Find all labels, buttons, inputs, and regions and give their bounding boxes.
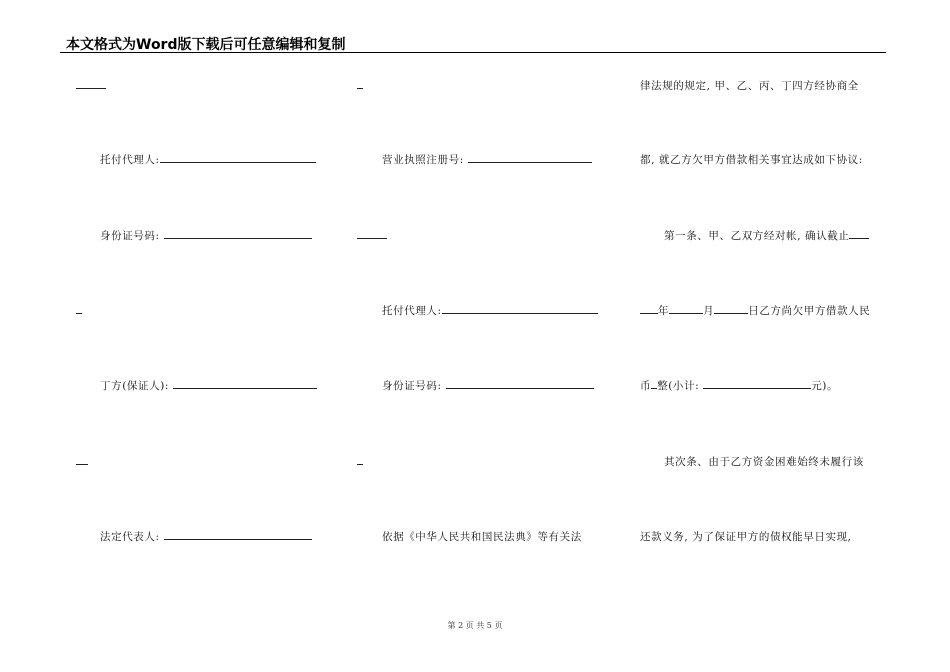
license-field <box>382 152 592 167</box>
day-blank <box>714 303 748 314</box>
year-blank <box>640 303 658 314</box>
agent-label: 托付代理人: <box>100 154 160 166</box>
blank-line <box>76 78 106 92</box>
date-line <box>640 303 870 318</box>
party-d-blank <box>173 378 317 389</box>
id-label: 身份证号码: <box>382 380 442 392</box>
month-label: 月 <box>703 305 715 317</box>
party-d-label: 丁方(保证人): <box>100 380 170 392</box>
license-label: 营业执照注册号: <box>382 154 464 166</box>
month-blank <box>669 303 703 314</box>
license-blank <box>468 152 592 163</box>
page-number: 第 2 页 共 5 页 <box>447 621 503 630</box>
agent-field <box>382 303 598 318</box>
blank-line <box>357 78 363 92</box>
party-d-field <box>100 378 317 393</box>
yuan-label: 元)。 <box>811 380 839 392</box>
article-2-line: 其次条、由于乙方资金困难始终未履行该 <box>664 456 864 468</box>
agent-field <box>100 152 316 167</box>
page-header-title: 本文格式为Word版下载后可任意编辑和复制 <box>66 37 346 53</box>
id-field <box>100 228 312 243</box>
blank-line <box>76 303 82 317</box>
id-blank <box>446 378 594 389</box>
blank-line <box>76 454 88 468</box>
amount-line <box>640 378 838 393</box>
date-blank <box>849 228 869 239</box>
subtotal-label: 整(小计: <box>657 380 700 392</box>
header-divider <box>60 52 886 53</box>
body-line: 还款义务, 为了保证甲方的债权能早日实现, <box>640 531 852 543</box>
legal-rep-field <box>100 529 312 544</box>
legal-rep-blank <box>164 529 312 540</box>
body-line: 都, 就乙方欠甲方借款相关事宜达成如下协议: <box>640 154 863 166</box>
body-line: 律法规的规定, 甲、乙、丙、丁四方经协商全 <box>640 80 859 92</box>
agent-label: 托付代理人: <box>382 305 442 317</box>
blank-line <box>357 454 363 468</box>
blank-line <box>357 228 387 242</box>
currency-label: 币 <box>640 380 652 392</box>
day-rest-text: 日乙方尚欠甲方借款人民 <box>748 305 871 317</box>
legal-rep-label: 法定代表人: <box>100 531 160 543</box>
agent-blank <box>160 152 316 163</box>
id-field <box>382 378 594 393</box>
basis-text: 依据《中华人民共和国民法典》等有关法 <box>382 531 582 543</box>
agent-blank <box>442 303 598 314</box>
subtotal-blank <box>703 378 811 389</box>
article-1-text: 第一条、甲、乙双方经对帐, 确认截止 <box>664 230 850 242</box>
year-label: 年 <box>658 305 670 317</box>
id-label: 身份证号码: <box>100 230 160 242</box>
id-blank <box>164 228 312 239</box>
article-1-line <box>664 228 869 243</box>
